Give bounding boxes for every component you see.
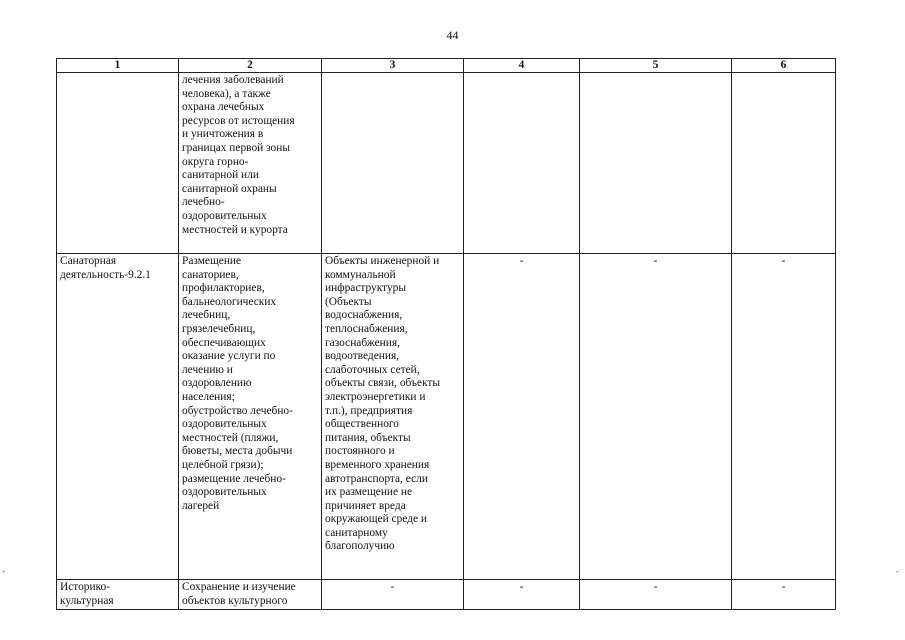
table-cell bbox=[732, 580, 836, 610]
table-cell bbox=[57, 73, 179, 254]
cell-text: - bbox=[781, 255, 786, 267]
cell-text: Сохранение и изучение объектов культурного bbox=[182, 581, 296, 607]
column-header-5: 5 bbox=[580, 59, 732, 73]
table-cell bbox=[464, 73, 580, 254]
table-row bbox=[57, 73, 836, 254]
cell-text: Объекты инженерной и коммунальной инфраструктуры (Объекты водоснабжения, теплоснабжения, газоснабжения, водоотведения, слаботочных сетей, объекты связи, объекты электроэнергетики и т.п.), предприятия общественного питания, объекты постоянного и временного хранения автотранспорта, если их размещение не причиняет вреда окружающей среде и санитарному благополучию bbox=[325, 255, 440, 553]
cell-text: - bbox=[519, 581, 524, 593]
table-cell bbox=[732, 254, 836, 580]
table-cell bbox=[322, 73, 464, 254]
column-header-4: 4 bbox=[464, 59, 580, 73]
table-cell bbox=[179, 73, 322, 254]
page-number: 44 bbox=[446, 28, 459, 42]
table-cell bbox=[322, 254, 464, 580]
table-cell bbox=[179, 254, 322, 580]
table-header-row bbox=[57, 59, 836, 73]
table-cell bbox=[179, 580, 322, 610]
column-header-2: 2 bbox=[179, 59, 322, 73]
table-cell bbox=[464, 580, 580, 610]
table-cell bbox=[57, 254, 179, 580]
table-cell bbox=[580, 580, 732, 610]
cell-text: Историко- культурная bbox=[60, 581, 114, 607]
column-header-1: 1 bbox=[57, 59, 179, 73]
left-margin-mark: - bbox=[2, 566, 5, 576]
table-cell bbox=[580, 73, 732, 254]
land-use-table bbox=[56, 58, 836, 610]
column-header-3: 3 bbox=[322, 59, 464, 73]
cell-text: - bbox=[390, 581, 395, 593]
cell-text: - bbox=[519, 255, 524, 267]
table-cell bbox=[580, 254, 732, 580]
table-row bbox=[57, 254, 836, 580]
cell-text: - bbox=[781, 581, 786, 593]
table-row bbox=[57, 580, 836, 610]
right-margin-mark: - bbox=[896, 566, 899, 576]
cell-text: Размещение санаториев, профилакториев, бальнеологических лечебниц, грязелечебниц, обеспечивающих оказание услуги по лечению и оздоровлению населения; обустройство лечебно- оздоровительных местностей (пляжи, бюветы, места добычи целебной грязи); размещение лечебно- оздоровительных лагерей bbox=[182, 255, 293, 512]
table-cell bbox=[464, 254, 580, 580]
table-cell bbox=[322, 580, 464, 610]
table-cell bbox=[57, 580, 179, 610]
cell-text: - bbox=[653, 581, 658, 593]
cell-text: - bbox=[653, 255, 658, 267]
table-cell bbox=[732, 73, 836, 254]
cell-text: Санаторная деятельность-9.2.1 bbox=[60, 255, 151, 281]
column-header-6: 6 bbox=[732, 59, 836, 73]
cell-text: лечения заболеваний человека), а также охрана лечебных ресурсов от истощения и уничтожения в границах первой зоны округа горно- санитарной или санитарной охраны лечебно- оздоровительных местностей и курорта bbox=[182, 74, 295, 236]
